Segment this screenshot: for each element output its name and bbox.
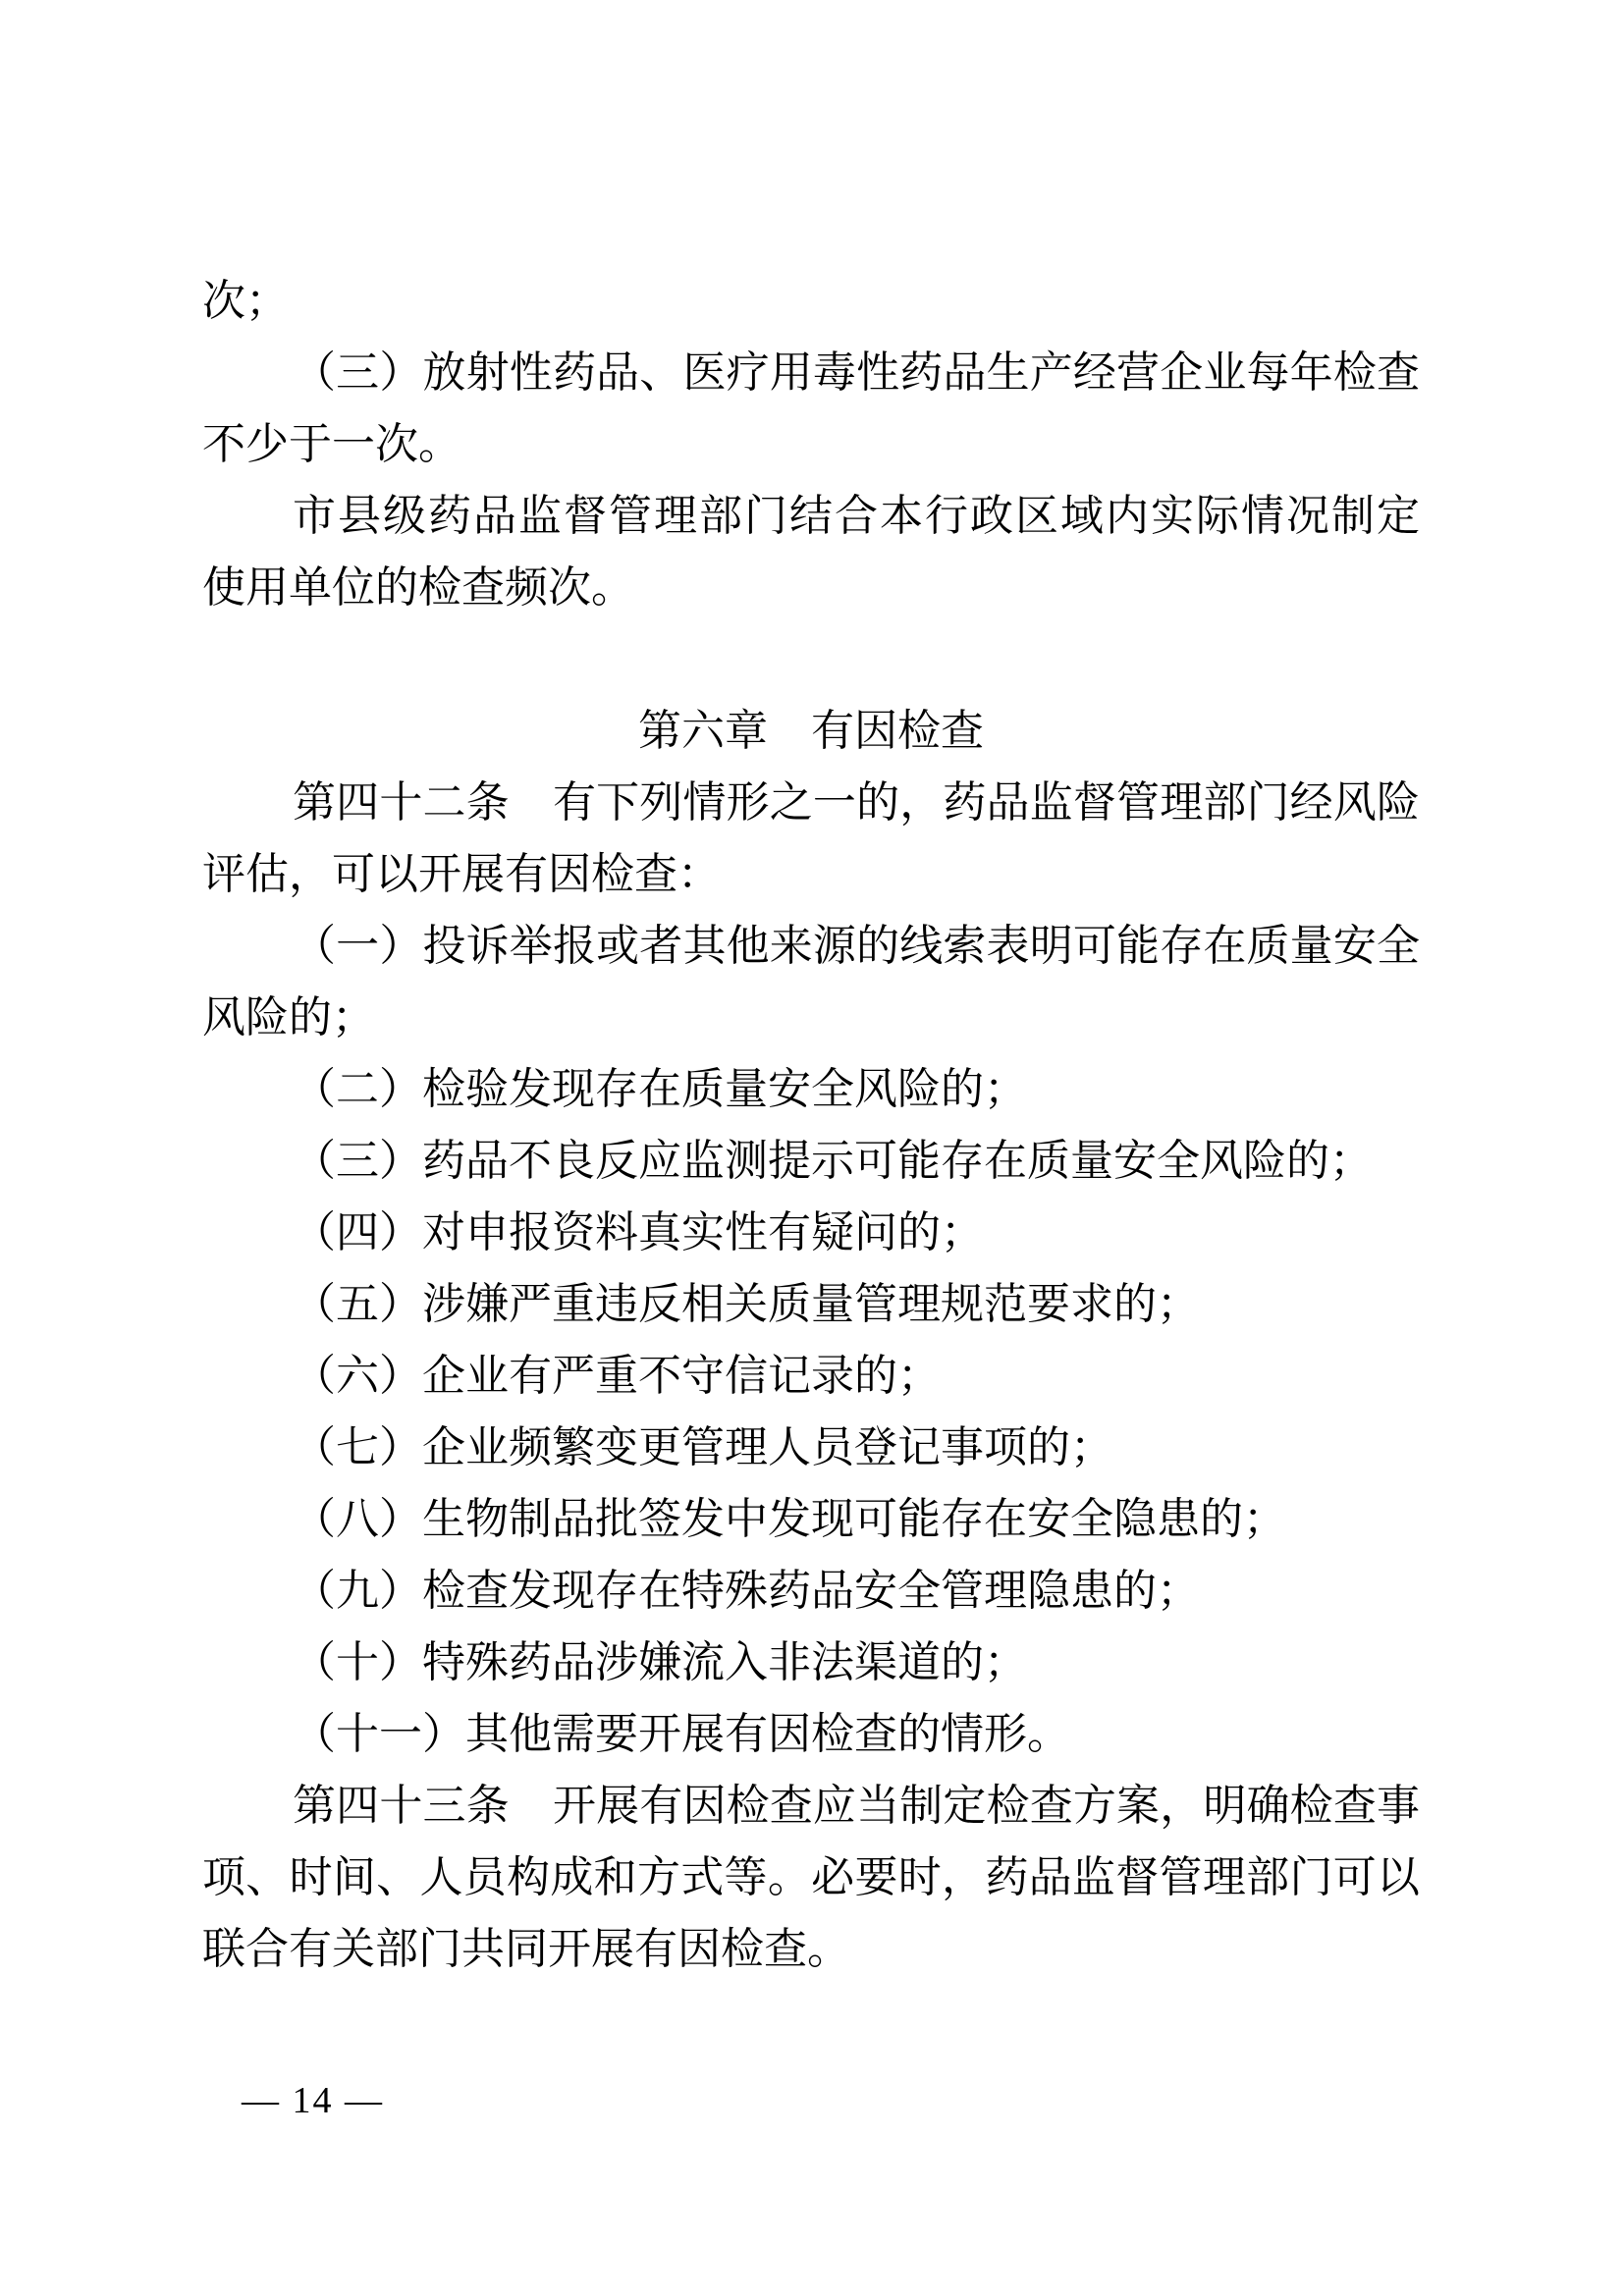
list-item: （二）检验发现存在质量安全风险的； — [293, 1065, 1027, 1113]
text-line: （三）放射性药品、医疗用毒性药品生产经营企业每年检查 — [293, 348, 1420, 397]
list-item: （七）企业频繁变更管理人员登记事项的； — [293, 1423, 1113, 1471]
text-line: 评估，可以开展有因检查： — [202, 850, 721, 898]
list-item: （九）检查发现存在特殊药品安全管理隐患的； — [293, 1567, 1200, 1615]
document-body — [202, 265, 1420, 1985]
text-line: 次； — [202, 277, 289, 325]
text-line: 联合有关部门共同开展有因检查。 — [202, 1925, 850, 1973]
list-item: （十）特殊药品涉嫌流入非法渠道的； — [293, 1638, 1027, 1686]
text-line: 项、时间、人员构成和方式等。必要时，药品监督管理部门可以 — [202, 1853, 1420, 1901]
list-item: （八）生物制品批签发中发现可能存在安全隐患的； — [293, 1495, 1286, 1543]
list-item: （十一）其他需要开展有因检查的情形。 — [293, 1710, 1070, 1758]
list-item: （三）药品不良反应监测提示可能存在质量安全风险的； — [293, 1137, 1373, 1185]
text-line: 第四十三条 开展有因检查应当制定检查方案，明确检查事 — [293, 1782, 1420, 1830]
text-line: 风险的； — [202, 993, 375, 1041]
text-line: 使用单位的检查频次。 — [202, 563, 634, 612]
text-line: 不少于一次。 — [202, 420, 461, 468]
list-item: （六）企业有严重不守信记录的； — [293, 1352, 941, 1400]
text-line: 第四十二条 有下列情形之一的，药品监督管理部门经风险 — [293, 778, 1420, 827]
text-line: 市县级药品监督管理部门结合本行政区域内实际情况制定 — [293, 492, 1420, 540]
page-number: — 14 — — [242, 2080, 384, 2121]
list-item: （五）涉嫌严重违反相关质量管理规范要求的； — [293, 1280, 1200, 1328]
chapter-heading: 第六章 有因检查 — [638, 707, 984, 755]
list-item: （四）对申报资料真实性有疑问的； — [293, 1208, 984, 1256]
text-line: （一）投诉举报或者其他来源的线索表明可能存在质量安全 — [293, 922, 1420, 970]
